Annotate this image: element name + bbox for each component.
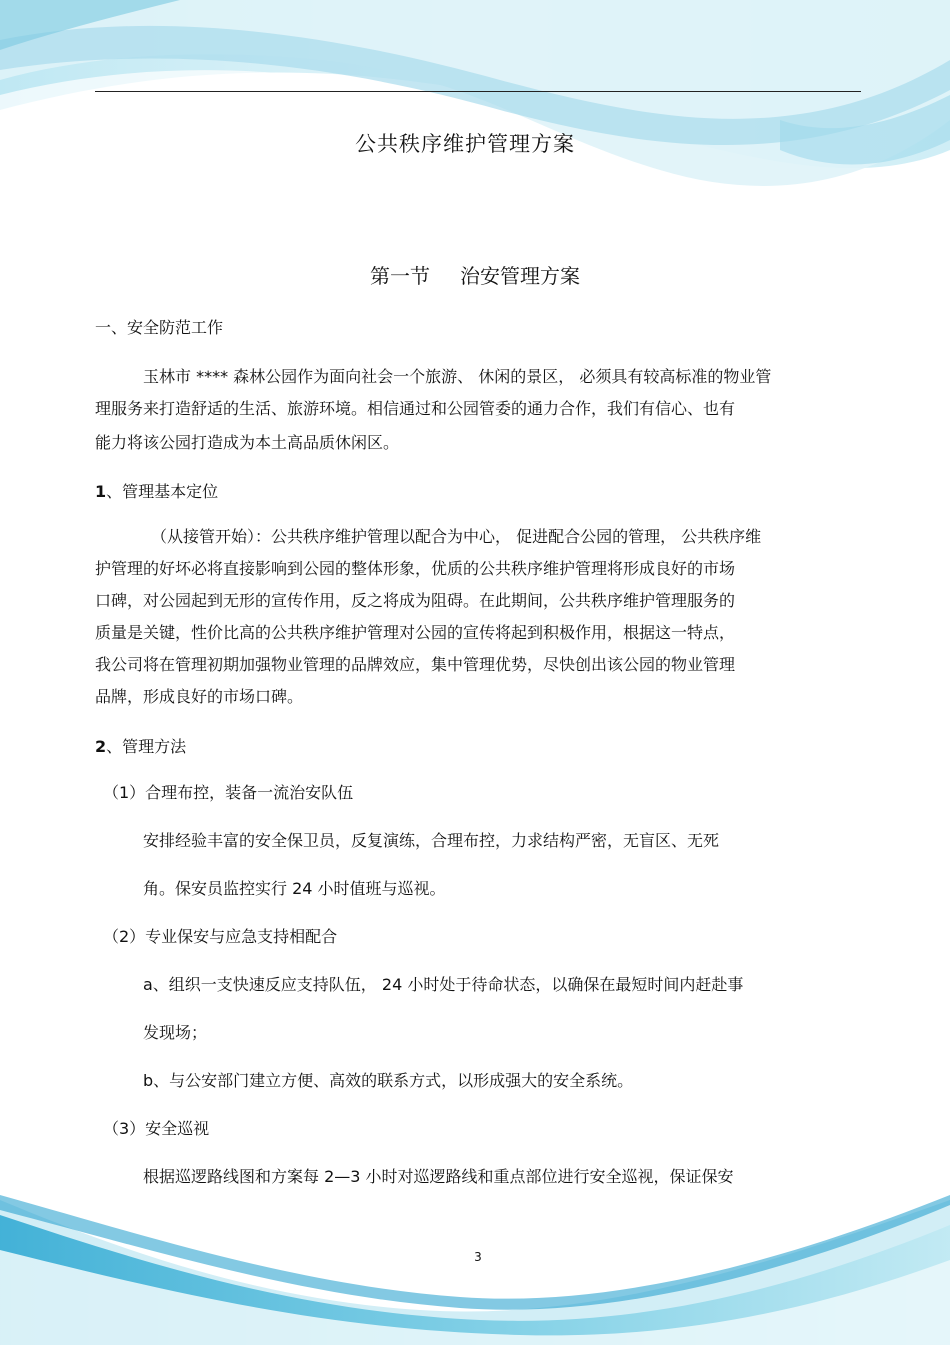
intro-line-2: 理服务来打造舒适的生活、旅游环境。相信通过和公园管委的通力合作，我们有信心、也有	[95, 399, 736, 418]
heading-safety-work: 一、安全防范工作	[95, 318, 224, 337]
method-2-line-1: a、组织一支快速反应支持队伍， 24 小时处于待命状态，以确保在最短时间内赶赴事	[143, 975, 744, 994]
positioning-line-4: 质量是关键，性价比高的公共秩序维护管理对公园的宣传将起到积极作用，根据这一特点，	[95, 623, 736, 642]
positioning-line-6: 品牌，形成良好的市场口碑。	[95, 687, 304, 706]
section-heading	[0, 260, 950, 289]
positioning-line-3: 口碑，对公园起到无形的宣传作用，反之将成为阻碍。在此期间，公共秩序维护管理服务的	[95, 591, 736, 610]
section-label: 第一节	[370, 264, 430, 288]
subheading-text: 、管理方法	[106, 737, 187, 756]
method-2-line-2: 发现场；	[143, 1023, 208, 1042]
subheading-number: 1	[95, 482, 107, 501]
page-number: 3	[474, 1250, 482, 1264]
document-title: 公共秩序维护管理方案	[355, 132, 575, 156]
method-2-title: （2）专业保安与应急支持相配合	[103, 927, 338, 946]
positioning-line-5: 我公司将在管理初期加强物业管理的品牌效应，集中管理优势，尽快创出该公园的物业管理	[95, 655, 736, 674]
subheading-method	[95, 736, 186, 758]
method-1-line-1: 安排经验丰富的安全保卫员，反复演练，合理布控，力求结构严密，无盲区、无死	[143, 831, 720, 850]
intro-line-1: 玉林市 **** 森林公园作为面向社会一个旅游、 休闲的景区， 必须具有较高标准的物业管	[143, 367, 772, 386]
section-name: 治安管理方案	[460, 264, 580, 288]
positioning-line-1: （从接管开始）：公共秩序维护管理以配合为中心， 促进配合公园的管理， 公共秩序维	[151, 527, 762, 546]
method-3-line-1: 根据巡逻路线图和方案每 2—3 小时对巡逻路线和重点部位进行安全巡视，保证保安	[143, 1167, 734, 1186]
intro-line-3: 能力将该公园打造成为本土高品质休闲区。	[95, 433, 400, 452]
method-2-line-3: b、与公安部门建立方便、高效的联系方式，以形成强大的安全系统。	[143, 1071, 634, 1090]
header-rule	[95, 91, 861, 92]
positioning-line-2: 护管理的好坏必将直接影响到公园的整体形象，优质的公共秩序维护管理将形成良好的市场	[95, 559, 736, 578]
subheading-number: 2	[95, 737, 107, 756]
method-1-title: （1）合理布控，装备一流治安队伍	[103, 783, 354, 802]
method-1-line-2: 角。保安员监控实行 24 小时值班与巡视。	[143, 879, 446, 898]
subheading-text: 、管理基本定位	[106, 482, 219, 501]
method-3-title: （3）安全巡视	[103, 1119, 210, 1138]
subheading-positioning	[95, 481, 218, 503]
